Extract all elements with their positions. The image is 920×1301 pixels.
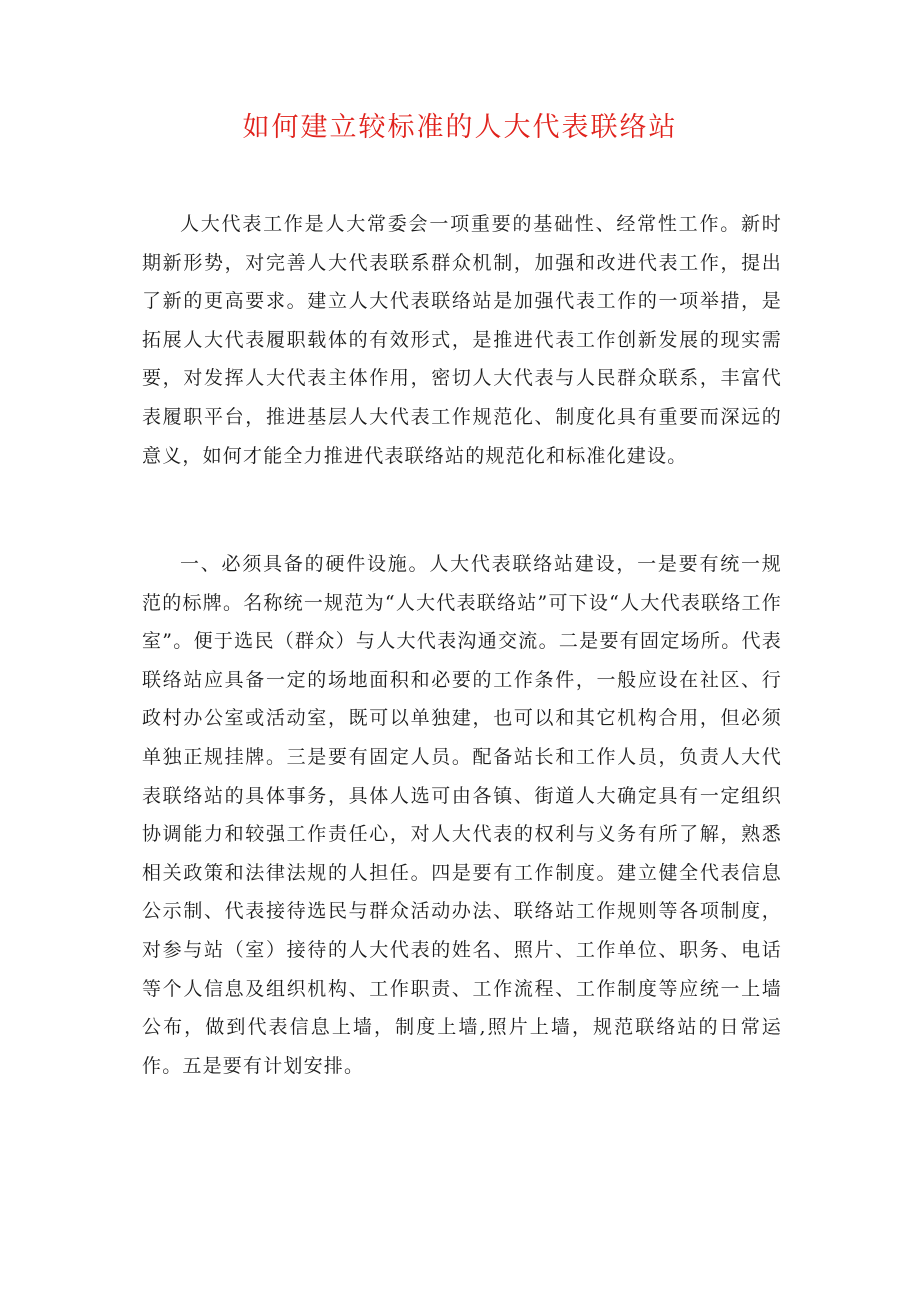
document-title: 如何建立较标准的人大代表联络站: [242, 112, 678, 143]
body-paragraph: 一、必须具备的硬件设施。人大代表联络站建设，一是要有统一规范的标牌。名称统一规范为“人大代表联络站”可下设“人大代表联络工作室”。便于选民（群众）与人大代表沟通交流。二是要有固定场所。代表联络站应具备一定的场地面积和必要的工作条件，一般应设在社区、行政村办公室或活动室，既可以单独建，也可以和其它机构合用，但必须单独正规挂牌。三是要有固定人员。配备站长和工作人员，负责人大代表联络站的具体事务，具体人选可由各镇、街道人大确定具有一定组织协调能力和较强工作责任心，对人大代表的权利与义务有所了解，熟悉相关政策和法律法规的人担任。四是要有工作制度。建立健全代表信息公示制、代表接待选民与群众活动办法、联络站工作规则等各项制度，对参与站（室）接待的人大代表的姓名、照片、工作单位、职务、电话等个人信息及组织机构、工作职责、工作流程、工作制度等应统一上墙公布，做到代表信息上墙，制度上墙,照片上墙，规范联络站的日常运作。五是要有计划安排。: [142, 553, 782, 1077]
body-paragraph-2-block: [142, 545, 782, 1085]
body-paragraph: 人大代表工作是人大常委会一项重要的基础性、经常性工作。新时期新形势，对完善人大代表联系群众机制，加强和改进代表工作，提出了新的更高要求。建立人大代表联络站是加强代表工作的一项举措，是拓展人大代表履职载体的有效形式，是推进代表工作创新发展的现实需要，对发挥人大代表主体作用，密切人大代表与人民群众联系，丰富代表履职平台，推进基层人大代表工作规范化、制度化具有重要而深远的意义，如何才能全力推进代表联络站的规范化和标准化建设。: [142, 213, 782, 467]
body-paragraph-1-block: [142, 205, 782, 475]
